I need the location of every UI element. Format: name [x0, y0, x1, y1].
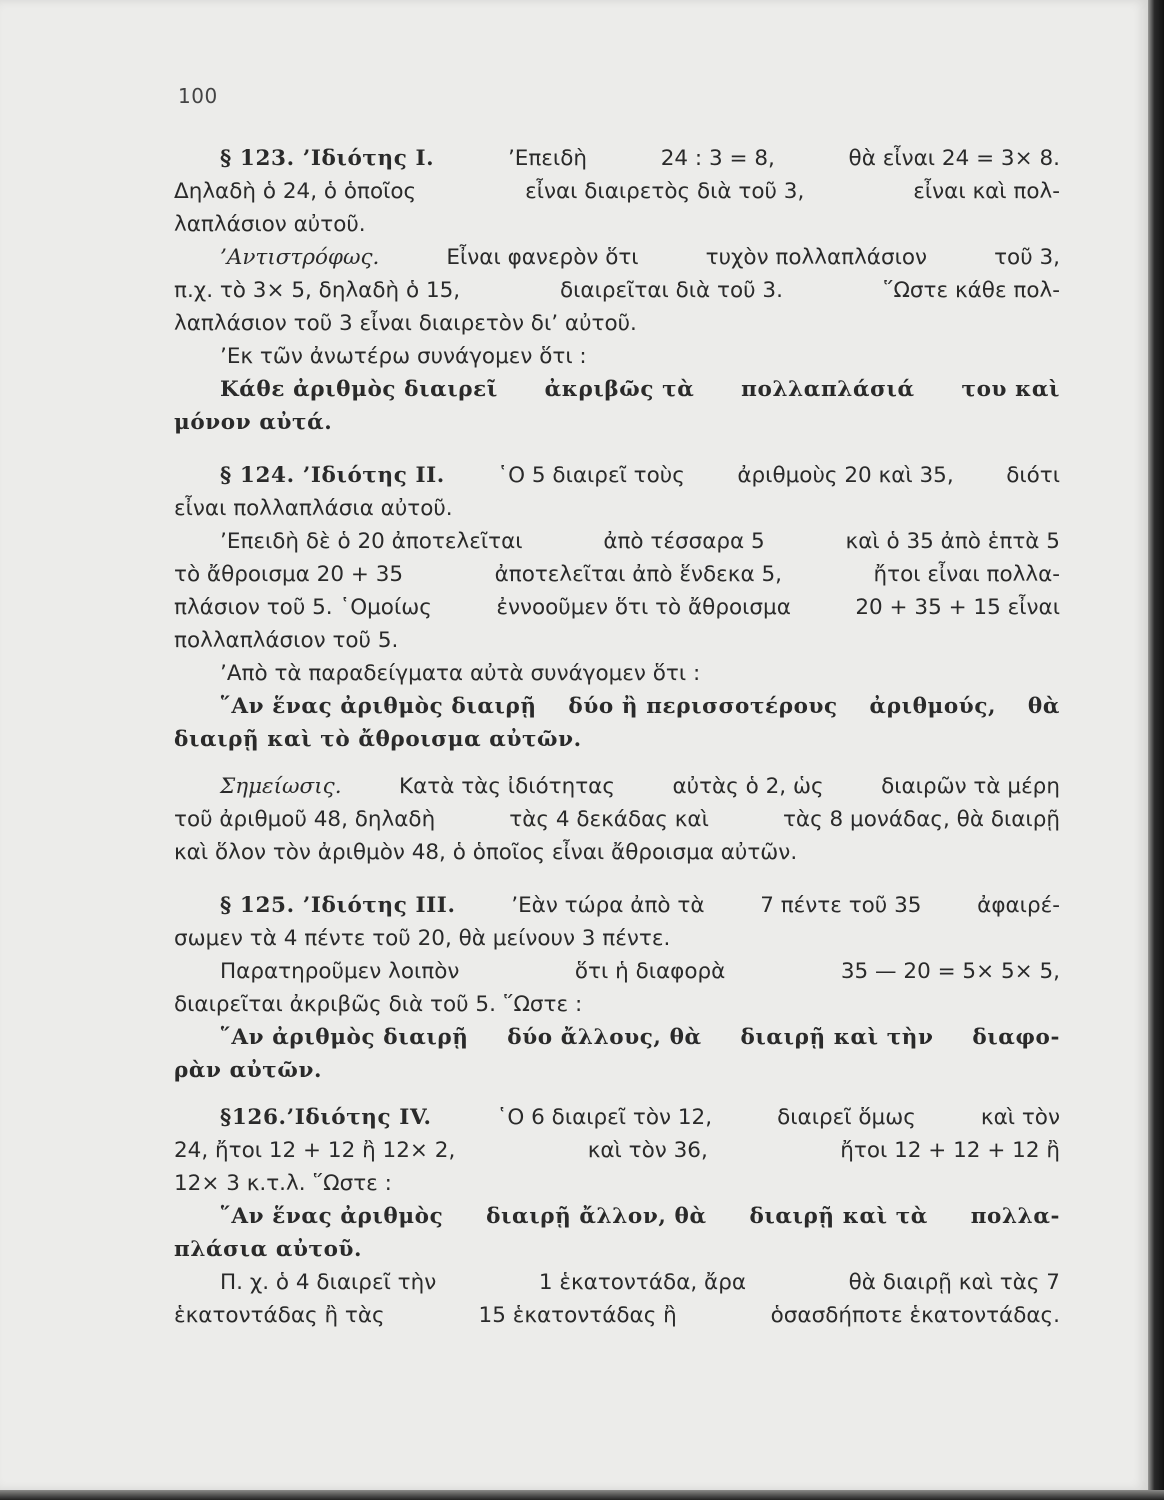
rule-run: δύο ἄλλους, θὰ [507, 1025, 702, 1050]
s125-line-1 [174, 889, 1060, 922]
scan-dark-bottom [0, 1490, 1164, 1500]
s124-line-1 [174, 459, 1060, 492]
text-run: τὰς 8 μονάδας, θὰ διαιρῇ [782, 807, 1060, 832]
rule-run: θὰ [1027, 694, 1060, 719]
page-number: 100 [178, 84, 218, 108]
s123-line-6: λαπλάσιον τοῦ 3 εἶναι διαιρετὸν δι’ αὐτοῦ. [174, 311, 637, 336]
text-run: αὐτὰς ὁ 2, ὡς [672, 774, 824, 799]
text-run: ἤτοι 12 + 12 + 12 ἢ [840, 1138, 1060, 1163]
s125-line-2: σωμεν τὰ 4 πέντε τοῦ 20, θὰ μείνουν 3 πέντε. [174, 926, 671, 951]
text-run: Π. χ. ὁ 4 διαιρεῖ τὴν [220, 1270, 437, 1295]
s125-line-4: διαιρεῖται ἀκριβῶς διὰ τοῦ 5. ῞Ωστε : [174, 992, 583, 1017]
text-run: διότι [1006, 463, 1060, 488]
text-run: Εἶναι φανερὸν ὅτι [446, 245, 639, 270]
s124-line-2: εἶναι πολλαπλάσια αὐτοῦ. [174, 496, 453, 521]
s125-heading: § 125. ’Ιδιότης III. [220, 893, 456, 918]
text-run: 15 ἑκατοντάδας ἢ [478, 1303, 677, 1328]
text-run: ἤτοι εἶναι πολλα- [873, 562, 1060, 587]
rule-run: Κάθε ἀριθμὸς διαιρεῖ [220, 377, 498, 402]
text-run: ῞Ωστε κάθε πολ- [882, 278, 1060, 303]
rule-run: ῞Αν ἕνας ἀριθμὸς διαιρῇ [220, 694, 537, 719]
text-run: ἐννοοῦμεν ὅτι τὸ ἄθροισμα [496, 595, 791, 620]
s123-line-1 [174, 142, 1060, 175]
rule-run: πολλαπλάσιά [741, 377, 915, 402]
s123-line-5 [174, 274, 1060, 307]
s123-line-3: λαπλάσιον αὐτοῦ. [174, 212, 366, 237]
note-label: Σημείωσις. [220, 774, 342, 799]
text-run: διαιρεῖται διὰ τοῦ 3. [559, 278, 783, 303]
s124-rule-line-2: διαιρῇ καὶ τὸ ἄθροισμα αὐτῶν. [174, 727, 582, 752]
text-run: ὅτι ἡ διαφορὰ [574, 959, 726, 984]
s126-line-2 [174, 1134, 1060, 1167]
rule-run: δύο ἢ περισσοτέρους [568, 694, 838, 719]
rule-run: διαιρῇ καὶ τὰ [749, 1204, 928, 1229]
converse-label: ’Αντιστρόφως. [220, 245, 380, 270]
s126-line-1 [174, 1101, 1060, 1134]
s123-line-2 [174, 175, 1060, 208]
rule-run: ῞Αν ἀριθμὸς διαιρῇ [220, 1025, 469, 1050]
text-run: ὁσασδήποτε ἑκατοντάδας. [770, 1303, 1060, 1328]
text-run: καὶ τὸν [980, 1105, 1060, 1130]
text-run: εἶναι διαιρετὸς διὰ τοῦ 3, [525, 179, 805, 204]
s126-line-3: 12× 3 κ.τ.λ. ῞Ωστε : [174, 1171, 392, 1196]
s125-rule-line-1 [174, 1021, 1060, 1054]
s125-rule-line-2: ρὰν αὐτῶν. [174, 1058, 323, 1083]
rule-run: ἀριθμούς, [869, 694, 997, 719]
s124-rule-line-1 [174, 690, 1060, 723]
s123-l1-part: ’Επειδὴ [507, 146, 587, 171]
text-run: 7 πέντε τοῦ 35 [760, 893, 922, 918]
rule-run: διαιρῇ καὶ τὴν [740, 1025, 934, 1050]
text-run: Κατὰ τὰς ἰδιότητας [399, 774, 615, 799]
s124-line-6: πολλαπλάσιον τοῦ 5. [174, 628, 399, 653]
text-run: 1 ἑκατοντάδα, ἄρα [538, 1270, 747, 1295]
s126-line-5 [174, 1299, 1060, 1332]
text-run: καὶ ὁ 35 ἀπὸ ἑπτὰ 5 [845, 529, 1060, 554]
text-run: τοῦ 3, [994, 245, 1060, 270]
rule-run: διαιρῇ ἄλλον, θὰ [486, 1204, 707, 1229]
s123-line-7: ’Εκ τῶν ἀνωτέρω συνάγομεν ὅτι : [220, 344, 587, 369]
text-run: τὸ ἄθροισμα 20 + 35 [174, 562, 404, 587]
text-run: ῾Ο 6 διαιρεῖ τὸν 12, [496, 1105, 713, 1130]
text-run: ἀποτελεῖται ἀπὸ ἕνδεκα 5, [494, 562, 782, 587]
page-text [174, 142, 1060, 1332]
text-run: ἀφαιρέ- [977, 893, 1060, 918]
s126-rule-line-2: πλάσια αὐτοῦ. [174, 1237, 363, 1262]
section-gap [174, 1087, 1060, 1101]
s123-l1-part: 24 : 3 = 8, [660, 146, 775, 171]
s123-rule-line-1 [174, 373, 1060, 406]
s124-note-line-2 [174, 803, 1060, 836]
s124-note-line-1 [174, 770, 1060, 803]
text-run: τυχὸν πολλαπλάσιον [705, 245, 928, 270]
text-run: ἑκατοντάδας ἢ τὰς [174, 1303, 385, 1328]
text-run: Δηλαδὴ ὁ 24, ὁ ὁποῖος [174, 179, 417, 204]
text-run: 24, ἤτοι 12 + 12 ἢ 12× 2, [174, 1138, 456, 1163]
text-run: ἀπὸ τέσσαρα 5 [603, 529, 765, 554]
text-run: Παρατηροῦμεν λοιπὸν [220, 959, 460, 984]
text-run: εἶναι καὶ πολ- [913, 179, 1060, 204]
note-gap [174, 756, 1060, 770]
text-run: διαιρῶν τὰ μέρη [881, 774, 1060, 799]
s123-rule-line-2: μόνον αὐτά. [174, 410, 333, 435]
rule-run: του καὶ [961, 377, 1060, 402]
text-run: τοῦ ἀριθμοῦ 48, δηλαδὴ [174, 807, 436, 832]
s123-line-4 [174, 241, 1060, 274]
s124-heading: § 124. ’Ιδιότης II. [220, 463, 445, 488]
s124-line-7: ’Απὸ τὰ παραδείγματα αὐτὰ συνάγομεν ὅτι : [220, 661, 701, 686]
s123-l1-part: θὰ εἶναι 24 = 3× 8. [848, 146, 1060, 171]
text-run: θὰ διαιρῇ καὶ τὰς 7 [848, 1270, 1060, 1295]
scan-dark-edge [1148, 0, 1164, 1500]
text-run: 20 + 35 + 15 εἶναι [855, 595, 1060, 620]
s124-note-line-3: καὶ ὅλον τὸν ἀριθμὸν 48, ὁ ὁποῖος εἶναι ἄθροισμα αὐτῶν. [174, 840, 798, 865]
s124-line-4 [174, 558, 1060, 591]
text-run: τὰς 4 δεκάδας καὶ [509, 807, 709, 832]
text-run: ’Επειδὴ δὲ ὁ 20 ἀποτελεῖται [220, 529, 523, 554]
text-run: πλάσιον τοῦ 5. ῾Ομοίως [174, 595, 432, 620]
rule-run: ἀκριβῶς τὰ [544, 377, 695, 402]
text-run: ἀριθμοὺς 20 καὶ 35, [737, 463, 954, 488]
s126-line-4 [174, 1266, 1060, 1299]
section-gap [174, 439, 1060, 459]
s126-heading: §126.’Ιδιότης IV. [220, 1105, 432, 1130]
section-gap [174, 869, 1060, 889]
text-run: ’Εὰν τώρα ἀπὸ τὰ [511, 893, 705, 918]
text-run: 35 — 20 = 5× 5× 5, [840, 959, 1060, 984]
text-run: π.χ. τὸ 3× 5, δηλαδὴ ὁ 15, [174, 278, 461, 303]
text-run: ῾Ο 5 διαιρεῖ τοὺς [497, 463, 685, 488]
s124-line-5 [174, 591, 1060, 624]
text-run: διαιρεῖ ὅμως [777, 1105, 916, 1130]
s126-rule-line-1 [174, 1200, 1060, 1233]
s123-heading: § 123. ’Ιδιότης I. [220, 146, 435, 171]
rule-run: πολλα- [970, 1204, 1060, 1229]
s125-line-3 [174, 955, 1060, 988]
s124-line-3 [174, 525, 1060, 558]
text-run: καὶ τὸν 36, [587, 1138, 708, 1163]
rule-run: ῞Αν ἕνας ἀριθμὸς [220, 1204, 444, 1229]
rule-run: διαφο- [972, 1025, 1060, 1050]
